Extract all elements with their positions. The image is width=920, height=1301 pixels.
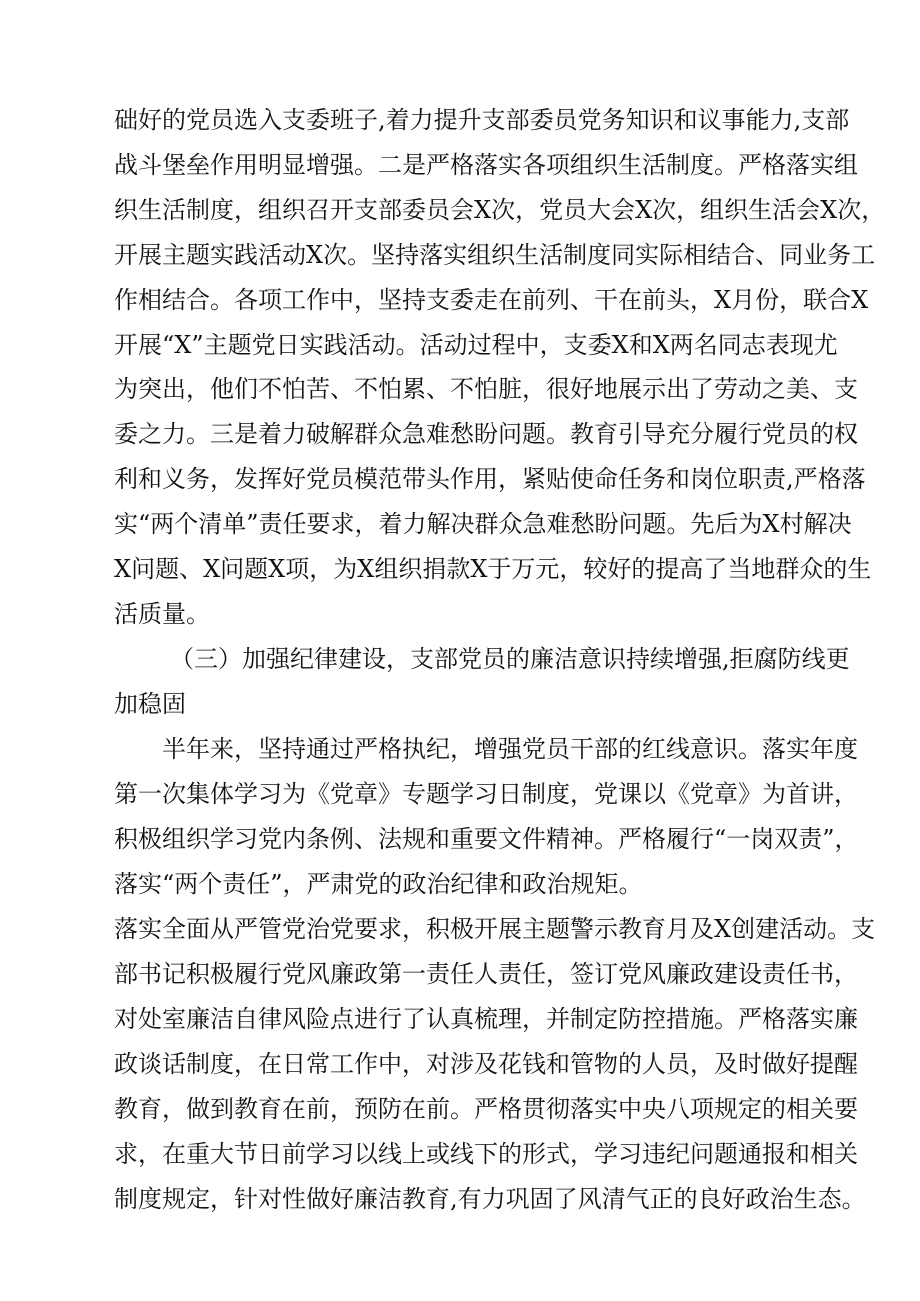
text-line: 活质量。 xyxy=(114,600,210,628)
text-line: 作相结合。各项工作中，坚持支委走在前列、干在前头，X月份，联合X xyxy=(114,286,869,314)
text-line: 求，在重大节日前学习以线上或线下的形式，学习违纪问题通报和相关 xyxy=(114,1140,858,1168)
text-line: 部书记积极履行党风廉政第一责任人责任，签订党风廉政建设责任书， xyxy=(114,960,858,988)
text-line: 利和义务，发挥好党员模范带头作用，紧贴使命任务和岗位职责,严格落 xyxy=(114,465,866,493)
text-line: 开展“X”主题党日实践活动。活动过程中，支委X和X两名同志表现尤 xyxy=(114,331,838,359)
text-line: 落实“两个责任”，严肃党的政治纪律和政治规矩。 xyxy=(114,870,643,898)
text-line: 开展主题实践活动X次。坚持落实组织生活制度同实际相结合、同业务工 xyxy=(114,241,876,269)
section-heading: （三）加强纪律建设，支部党员的廉洁意识持续增强,拒腐防线更 xyxy=(170,645,850,673)
text-line: 实“两个清单”责任要求，着力解决群众急难愁盼问题。先后为X村解决 xyxy=(114,510,852,538)
text-line: 对处室廉洁自律风险点进行了认真梳理，并制定防控措施。严格落实廉 xyxy=(114,1005,858,1033)
text-line: 教育，做到教育在前，预防在前。严格贯彻落实中央八项规定的相关要 xyxy=(114,1095,858,1123)
section-heading-cont: 加稳固 xyxy=(114,690,186,718)
text-line: 委之力。三是着力破解群众急难愁盼问题。教育引导充分履行党员的权 xyxy=(114,420,858,448)
text-line: 积极组织学习党内条例、法规和重要文件精神。严格履行“一岗双责”， xyxy=(114,825,859,853)
text-line: 政谈话制度，在日常工作中，对涉及花钱和管物的人员，及时做好提醒 xyxy=(114,1050,858,1078)
text-line: 半年来，坚持通过严格执纪，增强党员干部的红线意识。落实年度 xyxy=(162,735,858,763)
text-line: 织生活制度，组织召开支部委员会X次，党员大会X次，组织生活会X次， xyxy=(114,196,886,224)
text-line: 制度规定，针对性做好廉洁教育,有力巩固了风清气正的良好政治生态。 xyxy=(114,1185,866,1213)
text-line: 第一次集体学习为《党章》专题学习日制度，党课以《党章》为首讲， xyxy=(114,780,858,808)
text-line: X问题、X问题X项，为X组织捐款X于万元，较好的提高了当地群众的生 xyxy=(114,555,872,583)
text-line: 为突出，他们不怕苦、不怕累、不怕脏，很好地展示出了劳动之美、支 xyxy=(114,375,858,403)
text-line: 战斗堡垒作用明显增强。二是严格落实各项组织生活制度。严格落实组 xyxy=(114,151,858,179)
text-line: 落实全面从严管党治党要求，积极开展主题警示教育月及X创建活动。支 xyxy=(114,915,876,943)
text-line: 础好的党员选入支委班子,着力提升支部委员党务知识和议事能力,支部 xyxy=(114,106,850,134)
